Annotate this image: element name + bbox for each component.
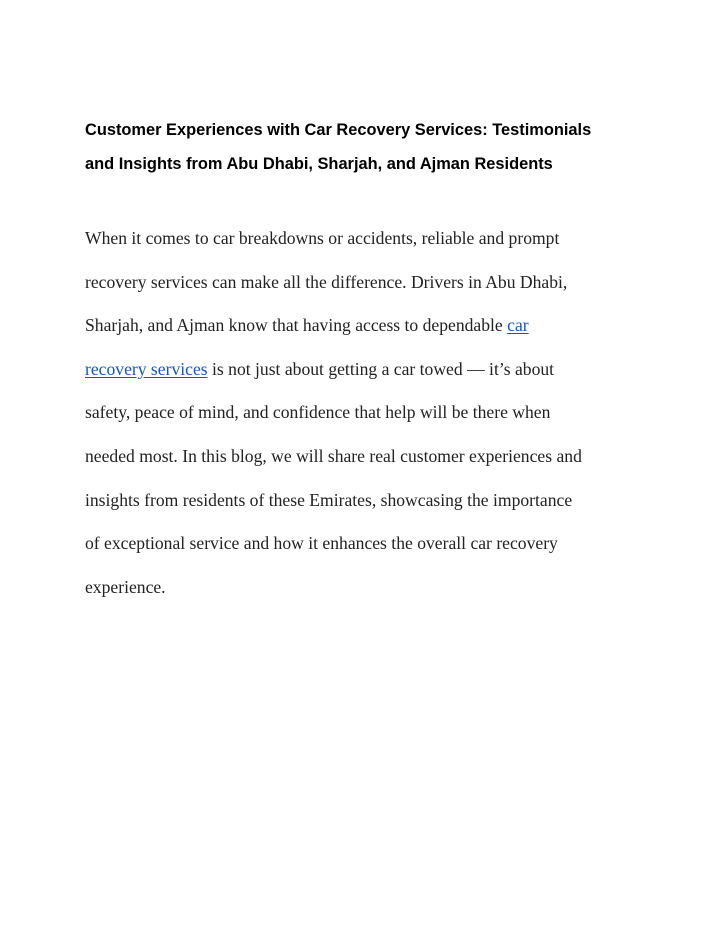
car-recovery-services-link[interactable]: recovery services	[85, 358, 208, 379]
document-title	[85, 113, 645, 181]
title-line: Customer Experiences with Car Recovery Services: Testimonials	[85, 121, 592, 139]
paragraph-line	[85, 304, 665, 348]
paragraph-line: safety, peace of mind, and confidence that help will be there when	[85, 402, 551, 423]
paragraph-text: Sharjah, and Ajman know that having access to dependable	[85, 315, 508, 336]
title-line: and Insights from Abu Dhabi, Sharjah, and Ajman Residents	[85, 155, 553, 173]
paragraph-line	[85, 348, 665, 392]
paragraph-line: needed most. In this blog, we will share real customer experiences and	[85, 445, 582, 466]
paragraph-line: When it comes to car breakdowns or accidents, reliable and prompt	[85, 228, 560, 248]
paragraph-text: is not just about getting a car towed — it’s about	[207, 358, 555, 379]
car-recovery-services-link[interactable]: car	[507, 315, 529, 336]
intro-paragraph	[85, 217, 665, 609]
paragraph-line: insights from residents of these Emirates, showcasing the importance	[85, 489, 573, 510]
paragraph-line: recovery services can make all the difference. Drivers in Abu Dhabi,	[85, 271, 568, 292]
paragraph-line: experience.	[85, 576, 166, 597]
paragraph-line: of exceptional service and how it enhances the overall car recovery	[85, 533, 558, 554]
